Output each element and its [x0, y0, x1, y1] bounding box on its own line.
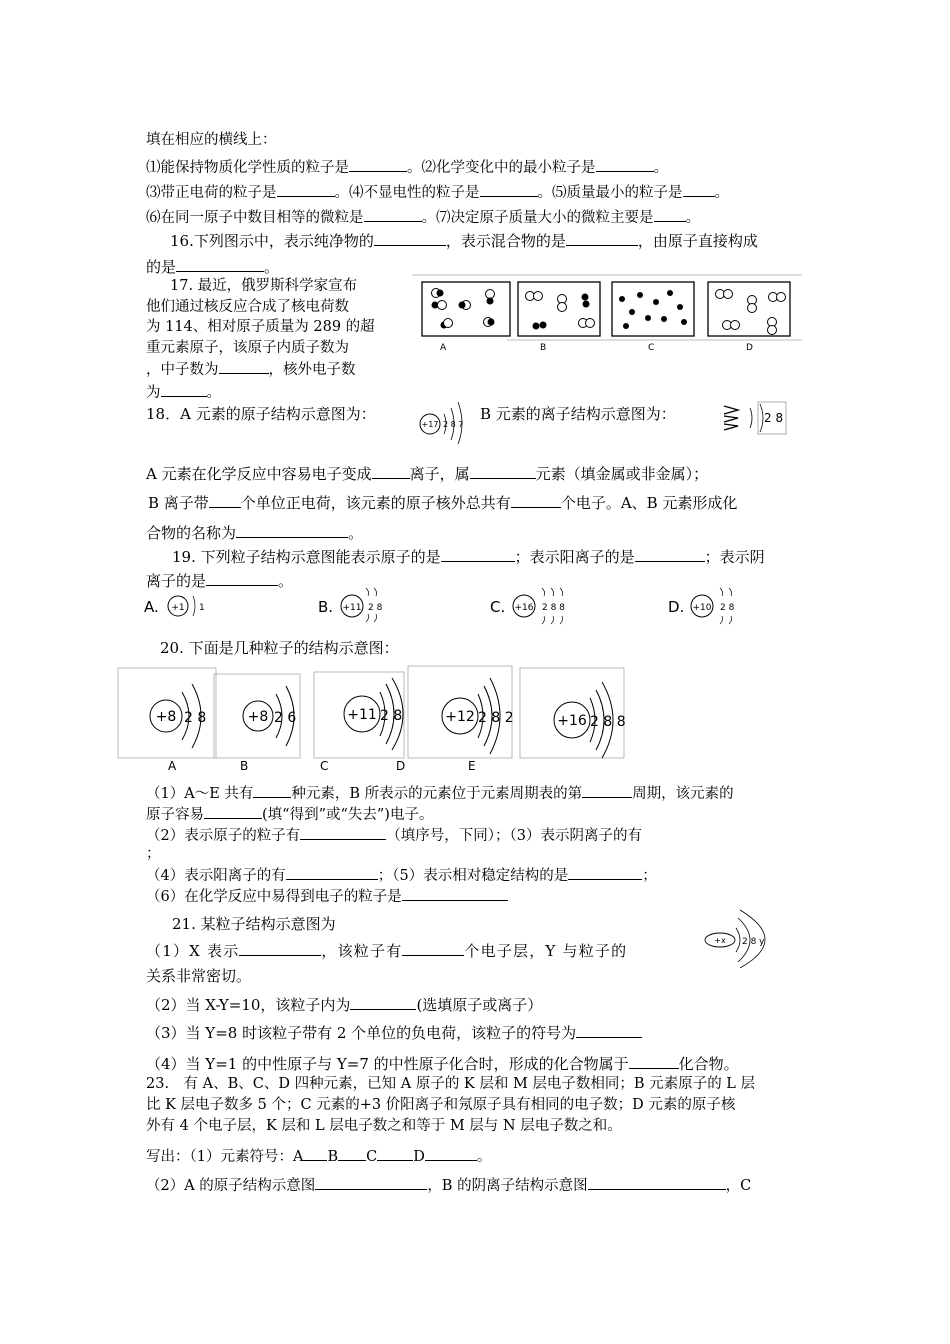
diagram-d-electrons: 2 8 2 [478, 710, 514, 726]
text: 16.下列图示中，表示纯净物的 [170, 232, 374, 250]
text: 。⑷不显电性的粒子是 [334, 185, 480, 201]
diagram-b [214, 674, 300, 773]
text: （6）在化学反应中易得到电子的粒子是 [146, 889, 402, 905]
blank[interactable] [374, 230, 446, 246]
blank[interactable] [315, 1174, 427, 1190]
q17-l1 [146, 276, 402, 297]
text: 他们通过核反应合成了核电荷数 [146, 298, 349, 315]
text: ，B 的阴离子结构示意图 [427, 1178, 588, 1194]
q17-text-block [146, 276, 402, 403]
q18-line1b [480, 404, 676, 424]
text: ，核外电子数 [268, 362, 356, 378]
text: （3）当 Y=8 时该粒子带有 2 个单位的负电荷，该粒子的符号为 [146, 1024, 577, 1042]
option-a-electrons: 1 [199, 603, 205, 613]
q23-line3 [146, 1116, 622, 1136]
text: 原子容易 [146, 807, 204, 823]
blank[interactable] [349, 156, 407, 172]
text: 种元素，B 所表示的元素位于元素周期表的第 [291, 786, 583, 802]
line-2 [146, 181, 729, 203]
blank[interactable] [629, 1053, 679, 1069]
blank[interactable] [654, 206, 686, 222]
text: 。 [264, 258, 280, 276]
option-d-nucleus: +10 [692, 603, 712, 613]
box-c [612, 282, 694, 336]
text: 20. 下面是几种粒子的结构示意图： [160, 639, 399, 657]
text: （1）A～E 共有 [146, 786, 254, 802]
blank[interactable] [176, 256, 264, 272]
text: （填序号，下同）；（3）表示阴离子的有 [386, 828, 642, 844]
text: （4）表示阳离子的有 [146, 868, 286, 884]
blank[interactable] [161, 381, 207, 397]
diagram-c [314, 672, 404, 773]
box-label-d: D [746, 343, 753, 353]
text: 外有 4 个电子层，K 层和 L 层电子数之和等于 M 层与 N 层电子数之和。 [146, 1118, 622, 1134]
intro-line [146, 130, 277, 150]
text: 的是 [146, 258, 177, 276]
blank[interactable] [582, 782, 632, 798]
text: 比 K 层电子数多 5 个；C 元素的+3 价阳离子和氖原子具有相同的电子数；D 元素的原子核 [146, 1097, 736, 1113]
q21-title [172, 914, 336, 934]
q21-nucleus: +x [714, 936, 726, 945]
q17-l6 [146, 381, 402, 404]
q17-l5 [146, 358, 402, 381]
q20-q1-line1 [146, 782, 734, 804]
diagram-a-electrons: 2 8 [184, 710, 207, 726]
diagram-b-label: B [240, 759, 249, 773]
option-b-letter: B. [318, 598, 334, 616]
blank[interactable] [300, 824, 386, 840]
diagram-a-nucleus: +8 [155, 709, 177, 725]
blank[interactable] [425, 1145, 477, 1161]
option-c[interactable] [490, 588, 565, 624]
q20-q6-line [146, 885, 508, 907]
option-c-letter: C. [490, 598, 506, 616]
option-b-electrons: 2 8 [368, 603, 383, 613]
text: B 离子带 [148, 494, 209, 512]
text: 重元素原子，该原子内质子数为 [146, 339, 349, 356]
option-d[interactable] [668, 588, 735, 624]
q16-line2 [146, 256, 279, 277]
q17-l2 [146, 297, 402, 318]
text: 19. 下列粒子结构示意图能表示原子的是 [172, 548, 441, 566]
diagram-b-electrons: 2 6 [274, 710, 297, 726]
blank[interactable] [364, 206, 422, 222]
blank[interactable] [511, 492, 561, 508]
q16-line1 [170, 230, 758, 251]
text: （1）X 表示 [146, 942, 240, 960]
text: ；表示阴 [704, 548, 765, 566]
diagram-e-label: E [468, 759, 476, 773]
text: (填“得到”或“失去”)电子。 [262, 807, 434, 823]
option-a-letter: A. [144, 598, 159, 616]
q19-options [142, 582, 752, 630]
text: （4）当 Y=1 的中性原子与 Y=7 的中性原子化合时，形成的化合物属于 [146, 1055, 629, 1073]
blank[interactable] [204, 803, 262, 819]
text: 。 [278, 572, 294, 590]
text: 18．A 元素的原子结构示意图为： [146, 405, 376, 423]
blank[interactable] [402, 940, 464, 956]
text: ⑹在同一原子中数目相等的微粒是 [146, 210, 364, 226]
q17-l4 [146, 338, 402, 359]
box-b [518, 282, 600, 336]
text: ，中子数为 [146, 362, 219, 378]
text: C [366, 1149, 378, 1165]
text: （2）表示原子的粒子有 [146, 828, 301, 844]
blank[interactable] [286, 864, 378, 880]
q19-line1 [172, 546, 765, 567]
text: 元素（填金属或非金属）； [535, 465, 709, 483]
text: ； [642, 868, 657, 884]
text: （2）A 的原子结构示意图 [146, 1178, 316, 1194]
blank[interactable] [568, 864, 642, 880]
diagram-d-nucleus: +12 [445, 709, 475, 725]
diagram-b-nucleus: +8 [247, 709, 269, 725]
box-d [708, 282, 790, 336]
ion-b-electrons: 2 8 [764, 411, 784, 425]
blank[interactable] [350, 994, 416, 1010]
text: 。⑵化学变化中的最小粒子是 [407, 160, 596, 176]
text: ；（5）表示相对稳定结构的是 [377, 868, 569, 884]
blank[interactable] [338, 1145, 366, 1161]
option-a[interactable] [144, 596, 205, 616]
atom-a-diagram [418, 394, 474, 444]
text: D [413, 1149, 425, 1165]
blank[interactable] [209, 492, 241, 508]
q20-diagrams [116, 664, 628, 774]
diagram-c-electrons: 2 8 [380, 708, 403, 724]
q21-line3 [146, 994, 542, 1015]
blank[interactable] [480, 181, 538, 197]
text: (选填原子或离子） [416, 996, 543, 1014]
text: ，该粒子有 [321, 942, 403, 960]
text: B [327, 1149, 339, 1165]
text: 离子，属 [409, 465, 470, 483]
text: ，表示混合物的是 [445, 232, 566, 250]
blank[interactable] [253, 782, 291, 798]
option-b[interactable] [318, 588, 383, 622]
option-d-electrons: 2 8 [720, 603, 735, 613]
q21-diagram [700, 908, 786, 968]
text: 为 [146, 384, 161, 401]
box-label-c: C [648, 343, 655, 353]
diagram-a [118, 668, 216, 773]
option-d-letter: D. [668, 598, 685, 616]
q21-electrons: 2 8 y [742, 937, 765, 947]
q23-line2 [146, 1095, 735, 1115]
blank[interactable] [277, 181, 335, 197]
diagram-e-electrons: 2 8 8 [590, 714, 626, 730]
text: ，C [725, 1178, 752, 1194]
text: 21. 某粒子结构示意图为 [172, 915, 336, 933]
q20-q4-line [146, 864, 657, 886]
blank[interactable] [588, 1174, 726, 1190]
blank[interactable] [683, 181, 715, 197]
box-label-b: B [540, 343, 547, 353]
q18-line4 [146, 522, 363, 543]
option-b-nucleus: +11 [342, 603, 362, 613]
text: 。 [348, 524, 364, 542]
q20-q2-line [146, 824, 642, 846]
blank[interactable] [576, 1022, 642, 1038]
q21-line5 [146, 1053, 739, 1074]
q20-q2-tail [146, 844, 161, 864]
q18-line2 [146, 463, 708, 484]
text: 个单位正电荷，该元素的原子核外总共有 [240, 494, 511, 512]
diagram-d [396, 666, 514, 773]
blank[interactable] [596, 156, 654, 172]
option-a-nucleus: +1 [171, 603, 185, 613]
text: 23. 有 A、B、C、D 四种元素，已知 A 原子的 K 层和 M 层电子数相同；B 元素原子的 L 层 [146, 1076, 756, 1092]
ion-b-diagram [720, 398, 790, 438]
intro-text: 填在相应的横线上： [146, 132, 277, 148]
box-a [422, 282, 510, 336]
text: ⑶带正电荷的粒子是 [146, 185, 277, 201]
q21-line1 [146, 940, 688, 961]
blank[interactable] [239, 940, 321, 956]
text: 合物的名称为 [146, 524, 237, 542]
text: 周期，该元素的 [632, 786, 734, 802]
q21-line4 [146, 1022, 642, 1043]
text: 。 [653, 160, 668, 176]
blank[interactable] [219, 358, 269, 374]
text: 为 114、相对原子质量为 289 的超 [146, 319, 375, 335]
q23-line1 [146, 1074, 755, 1094]
text: 离子的是 [146, 572, 207, 590]
blank[interactable] [303, 1145, 327, 1161]
blank[interactable] [566, 230, 638, 246]
text: B 元素的离子结构示意图为： [480, 405, 676, 423]
text: 17. 最近，俄罗斯科学家宣布 [170, 278, 358, 294]
diagram-e-nucleus: +16 [557, 713, 587, 729]
text: 。 [476, 1149, 492, 1165]
box-label-a: A [440, 343, 447, 353]
text: ，由原子直接构成 [637, 232, 758, 250]
text: 。⑸质量最小的粒子是 [537, 185, 683, 201]
text: 。⑺决定原子质量大小的微粒主要是 [421, 210, 654, 226]
text: （2）当 X-Y=10，该粒子内为 [146, 996, 351, 1014]
atom-a-nucleus: +17 [421, 420, 439, 429]
option-c-electrons: 2 8 8 [542, 603, 565, 613]
blank[interactable] [236, 522, 348, 538]
diagram-c-label: C [320, 759, 329, 773]
diagram-c-nucleus: +11 [347, 707, 377, 723]
q20-title [160, 638, 399, 658]
text: 。 [206, 384, 221, 401]
text: A 元素在化学反应中容易电子变成 [146, 465, 372, 483]
q18-line3 [148, 492, 737, 513]
atom-a-electrons: 2 8 7 [443, 420, 464, 429]
q18-line1 [146, 404, 376, 424]
blank[interactable] [470, 463, 536, 479]
text: 化合物。 [678, 1055, 739, 1073]
text: 。 [714, 185, 729, 201]
blank[interactable] [377, 1145, 413, 1161]
q20-q1-line2 [146, 803, 433, 825]
text: 关系非常密切。 [146, 967, 252, 985]
text: ； [146, 846, 161, 862]
diagram-d-label: D [396, 759, 406, 773]
q23-line4 [146, 1145, 491, 1167]
blank[interactable] [372, 463, 410, 479]
text: 写出：（1）元素符号：A [146, 1149, 304, 1165]
option-c-nucleus: +16 [514, 603, 534, 613]
q17-l3 [146, 317, 402, 338]
line-1 [146, 156, 668, 178]
text: 个电子。A、B 元素形成化 [560, 494, 738, 512]
blank[interactable] [441, 546, 515, 562]
q21-line2 [146, 966, 251, 986]
diagram-a-label: A [168, 759, 177, 773]
q23-line5 [146, 1174, 751, 1196]
blank[interactable] [402, 885, 508, 901]
blank[interactable] [635, 546, 705, 562]
line-3 [146, 206, 700, 228]
q17-particle-boxes [412, 274, 804, 356]
text: ；表示阳离子的是 [514, 548, 635, 566]
text: 个电子层，Y 与粒子的 [464, 942, 628, 960]
text: 。 [685, 210, 700, 226]
text: ⑴能保持物质化学性质的粒子是 [146, 160, 349, 176]
